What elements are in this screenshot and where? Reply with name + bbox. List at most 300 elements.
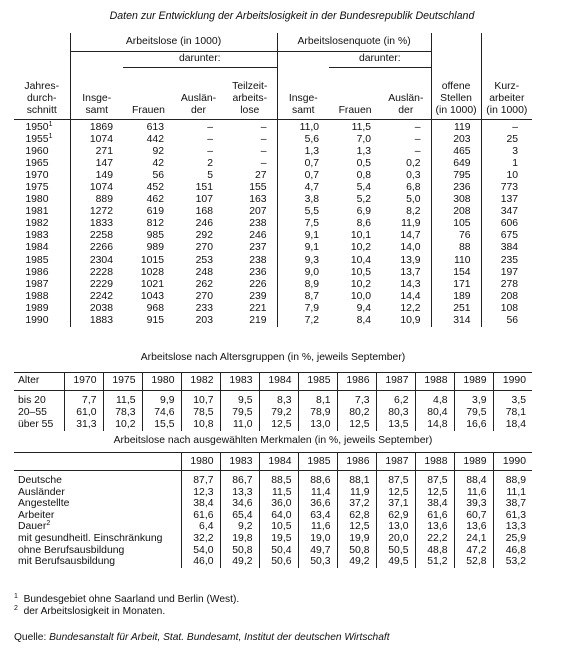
cell-ins: 1272 <box>70 206 123 218</box>
cell-tz: 238 <box>249 254 267 266</box>
table-row <box>14 218 532 230</box>
table-row <box>14 134 532 146</box>
cell-fr: 613 <box>146 121 164 133</box>
cell-qi: 0,7 <box>277 158 329 170</box>
cell-ka: 606 <box>481 218 532 230</box>
feature-value: 19,5 <box>259 533 298 545</box>
cell-tz: 226 <box>249 278 267 290</box>
cell-fr: 1015 <box>140 254 164 266</box>
feature-value: 86,7 <box>220 471 259 487</box>
cell-ins: 147 <box>70 158 123 170</box>
cell-tz: 238 <box>249 218 267 230</box>
feature-value: 25,9 <box>493 533 532 545</box>
age-value: 10,8 <box>181 419 220 431</box>
cell-au: – <box>207 121 213 133</box>
cell-os: 76 <box>431 230 481 242</box>
feature-row <box>14 498 532 510</box>
cell-tz: 27 <box>254 169 267 181</box>
feature-value: 11,4 <box>298 487 337 499</box>
feature-year-header: 1983 <box>220 453 259 471</box>
cell-qa: 0,3 <box>406 169 421 181</box>
feature-value: 46,0 <box>181 556 220 568</box>
feature-value: 47,2 <box>454 545 493 557</box>
cell-au: 5 <box>207 169 213 181</box>
year-cell: 1984 <box>25 242 49 254</box>
age-value: 79,5 <box>220 407 259 419</box>
age-value: 61,0 <box>64 407 103 419</box>
feature-value: 13,3 <box>493 521 532 533</box>
table-row <box>14 119 532 134</box>
table-row <box>14 146 532 158</box>
age-year-header: 1986 <box>337 373 376 391</box>
col-teilzeit: Teilzeit- arbeits- lose <box>232 81 268 116</box>
age-value: 3,9 <box>454 391 493 408</box>
cell-tz: – <box>260 157 267 169</box>
feature-value: 11,9 <box>337 487 376 499</box>
cell-qa: – <box>414 121 421 133</box>
feature-value: 11,6 <box>454 487 493 499</box>
feature-value: 50,4 <box>259 545 298 557</box>
feature-row-label: Arbeiter <box>18 509 55 521</box>
cell-ka: 137 <box>481 194 532 206</box>
darunter-label-2: darunter: <box>329 51 431 67</box>
age-value: 10,7 <box>181 391 220 408</box>
age-year-header: 1983 <box>220 373 259 391</box>
age-section-title: Arbeitslose nach Altersgruppen (in %, jeweils September) <box>140 352 406 363</box>
cell-fr: 989 <box>146 242 164 254</box>
cell-ka: 675 <box>481 230 532 242</box>
cell-qi: 7,5 <box>277 218 329 230</box>
feature-year-header: 1984 <box>259 453 298 471</box>
cell-fr: 985 <box>146 230 164 242</box>
age-year-header: 1989 <box>454 373 493 391</box>
footnote-2: $^2$ der Arbeitslosigkeit in Monaten. <box>14 605 166 617</box>
feature-value: 10,5 <box>259 521 298 533</box>
age-group-table <box>14 372 532 431</box>
feature-value: 38,7 <box>493 498 532 510</box>
feature-value: 38,4 <box>415 498 454 510</box>
table-row <box>14 158 532 170</box>
cell-tz: 221 <box>249 302 267 314</box>
feature-section-title: Arbeitslose nach ausgewählten Merkmalen (in %, jeweils September) <box>113 435 433 446</box>
cell-qa: 14,0 <box>400 242 421 254</box>
age-label-header: Alter <box>18 375 40 387</box>
year-cell: 1980 <box>25 194 49 206</box>
feature-value: 49,5 <box>376 556 415 568</box>
feature-row-label: ohne Berufsausbildung <box>18 544 125 556</box>
feature-label-header <box>14 453 181 471</box>
cell-qa: 13,7 <box>400 266 421 278</box>
cell-qf: 9,4 <box>356 302 372 314</box>
feature-value: 63,4 <box>298 510 337 522</box>
cell-qi: 5,5 <box>277 206 329 218</box>
year-cell: 1975 <box>25 181 49 193</box>
cell-qi: 4,7 <box>277 182 329 194</box>
age-row-label: bis 20 <box>18 395 46 406</box>
year-cell: 1985 <box>25 254 49 266</box>
year-cell: 1960 <box>25 145 49 157</box>
cell-fr: 1043 <box>140 290 164 302</box>
cell-os: 314 <box>431 315 481 327</box>
cell-os: 251 <box>431 303 481 315</box>
age-value: 7,7 <box>64 391 103 408</box>
cell-qf: 10,5 <box>350 266 372 278</box>
feature-row-label: mit gesundheitl. Einschränkung <box>18 532 163 544</box>
cell-ins: 2038 <box>70 303 123 315</box>
cell-ins: 1074 <box>70 182 123 194</box>
cell-au: – <box>207 133 213 145</box>
cell-qa: – <box>414 133 421 145</box>
cell-ka: 235 <box>481 255 532 267</box>
feature-value: 49,2 <box>220 556 259 568</box>
cell-os: 119 <box>431 119 481 134</box>
cell-au: 248 <box>195 266 213 278</box>
cell-ka: 56 <box>481 315 532 327</box>
cell-ins: 889 <box>70 194 123 206</box>
cell-ka: 108 <box>481 303 532 315</box>
age-value: 78,3 <box>103 407 142 419</box>
age-value: 12,5 <box>337 419 376 431</box>
feature-value: 9,2 <box>220 521 259 533</box>
table-row <box>14 194 532 206</box>
feature-value: 19,0 <box>298 533 337 545</box>
table-row <box>14 242 532 254</box>
cell-qi: 7,9 <box>277 303 329 315</box>
cell-qf: 1,3 <box>356 145 372 157</box>
feature-value: 88,5 <box>259 471 298 487</box>
feature-value: 50,8 <box>220 545 259 557</box>
cell-qi: 1,3 <box>277 146 329 158</box>
age-value: 78,1 <box>493 407 532 419</box>
year-cell: 1982 <box>25 218 49 230</box>
age-value: 15,5 <box>142 419 181 431</box>
cell-ins: 1833 <box>70 218 123 230</box>
cell-qi: 3,8 <box>277 194 329 206</box>
feature-year-header: 1985 <box>298 453 337 471</box>
table-row <box>14 303 532 315</box>
feature-value: 87,5 <box>415 471 454 487</box>
main-statistics-table <box>14 33 532 327</box>
feature-value: 13,6 <box>415 521 454 533</box>
table-row <box>14 255 532 267</box>
cell-fr: 1028 <box>140 266 164 278</box>
feature-value: 12,5 <box>337 521 376 533</box>
cell-os: 105 <box>431 218 481 230</box>
year-cell: 1988 <box>25 290 49 302</box>
cell-qf: 10,2 <box>350 278 372 290</box>
feature-value: 37,2 <box>337 498 376 510</box>
cell-os: 649 <box>431 158 481 170</box>
table-row <box>14 315 532 327</box>
cell-qa: 14,7 <box>400 230 421 242</box>
age-value: 79,5 <box>454 407 493 419</box>
feature-value: 62,9 <box>376 510 415 522</box>
age-value: 78,9 <box>298 407 337 419</box>
cell-os: 189 <box>431 291 481 303</box>
age-value: 11,5 <box>103 391 142 408</box>
table-row <box>14 291 532 303</box>
feature-value: 49,7 <box>298 545 337 557</box>
feature-value: 13,3 <box>220 487 259 499</box>
cell-qi: 11,0 <box>277 119 329 134</box>
cell-au: 262 <box>195 278 213 290</box>
feature-value: 60,7 <box>454 510 493 522</box>
feature-year-header: 1986 <box>337 453 376 471</box>
feature-value: 20,0 <box>376 533 415 545</box>
cell-os: 154 <box>431 267 481 279</box>
cell-qa: 12,2 <box>400 302 421 314</box>
cell-au: 168 <box>195 206 213 218</box>
feature-year-header: 1989 <box>454 453 493 471</box>
cell-ka: – <box>481 119 532 134</box>
cell-au: 253 <box>195 254 213 266</box>
cell-ins: 1074 <box>70 134 123 146</box>
age-value: 7,3 <box>337 391 376 408</box>
feature-value: 50,8 <box>337 545 376 557</box>
age-year-header: 1990 <box>493 373 532 391</box>
feature-value: 61,3 <box>493 510 532 522</box>
cell-qa: 8,2 <box>406 206 421 218</box>
feature-year-header: 1988 <box>415 453 454 471</box>
cell-au: 270 <box>195 242 213 254</box>
table-row <box>14 267 532 279</box>
source-line: Quelle: Bundesanstalt für Arbeit, Stat. Bundesamt, Institut der deutschen Wirtschaft <box>14 632 390 643</box>
feature-value: 87,7 <box>181 471 220 487</box>
cell-tz: 163 <box>249 194 267 206</box>
cell-os: 88 <box>431 242 481 254</box>
cell-qi: 8,7 <box>277 291 329 303</box>
age-value: 14,8 <box>415 419 454 431</box>
cell-fr: 968 <box>146 302 164 314</box>
cell-ka: 384 <box>481 242 532 254</box>
feature-row <box>14 487 532 499</box>
feature-value: 50,3 <box>298 556 337 568</box>
age-year-header: 1984 <box>259 373 298 391</box>
cell-qi: 8,9 <box>277 279 329 291</box>
rate-group-header: Arbeitslosenquote (in %) <box>277 33 431 51</box>
feature-value: 36,6 <box>298 498 337 510</box>
feature-value: 12,5 <box>376 487 415 499</box>
cell-au: 233 <box>195 302 213 314</box>
cell-ins: 2228 <box>70 267 123 279</box>
year-cell: 1955$^1$ <box>25 132 53 145</box>
cell-ins: 1883 <box>70 315 123 327</box>
age-value: 31,3 <box>64 419 103 431</box>
cell-fr: 619 <box>146 206 164 218</box>
footnote-1: $^1$ Bundesgebiet ohne Saarland und Berlin (West). <box>14 593 240 605</box>
feature-value: 50,6 <box>259 556 298 568</box>
age-row <box>14 419 532 431</box>
feature-value: 19,8 <box>220 533 259 545</box>
cell-tz: 236 <box>249 266 267 278</box>
year-cell: 1989 <box>25 302 49 314</box>
feature-row <box>14 521 532 533</box>
cell-os: 208 <box>431 206 481 218</box>
cell-qf: 6,9 <box>356 206 372 218</box>
col-frauen: Frauen <box>132 104 165 116</box>
cell-ins: 149 <box>70 170 123 182</box>
feature-value: 46,8 <box>493 545 532 557</box>
feature-value: 11,5 <box>259 487 298 499</box>
cell-qf: 10,1 <box>350 230 372 242</box>
feature-value: 88,6 <box>298 471 337 487</box>
cell-os: 203 <box>431 134 481 146</box>
cell-ins: 2304 <box>70 255 123 267</box>
cell-ka: 197 <box>481 267 532 279</box>
cell-tz: 155 <box>249 181 267 193</box>
feature-row <box>14 533 532 545</box>
cell-ka: 278 <box>481 279 532 291</box>
cell-qi: 9,1 <box>277 242 329 254</box>
feature-row-label: mit Berufsausbildung <box>18 556 116 568</box>
feature-row-label: Ausländer <box>18 486 65 498</box>
feature-row-label: Deutsche <box>18 475 62 486</box>
cell-fr: 42 <box>152 157 164 169</box>
age-row <box>14 407 532 419</box>
cell-ins: 1869 <box>70 119 123 134</box>
feature-value: 61,6 <box>415 510 454 522</box>
age-value: 4,8 <box>415 391 454 408</box>
feature-value: 6,4 <box>181 521 220 533</box>
feature-value: 51,2 <box>415 556 454 568</box>
cell-tz: – <box>260 133 267 145</box>
cell-qa: 14,3 <box>400 278 421 290</box>
cell-ins: 2258 <box>70 230 123 242</box>
age-row-label: 20–55 <box>18 407 47 419</box>
age-value: 18,4 <box>493 419 532 431</box>
age-value: 16,6 <box>454 419 493 431</box>
age-value: 6,2 <box>376 391 415 408</box>
cell-tz: 239 <box>249 290 267 302</box>
cell-os: 795 <box>431 170 481 182</box>
feature-year-header: 1990 <box>493 453 532 471</box>
year-column-header: Jahres- durch- schnitt <box>24 81 60 116</box>
unemployed-group-header: Arbeitslose (in 1000) <box>70 33 277 51</box>
col-quote-frauen: Frauen <box>338 104 372 116</box>
feature-value: 13,6 <box>454 521 493 533</box>
cell-qf: 0,8 <box>356 169 372 181</box>
feature-value: 32,2 <box>181 533 220 545</box>
col-quote-auslaender: Auslän- der <box>388 92 424 116</box>
year-cell: 1965 <box>25 157 49 169</box>
age-value: 13,0 <box>298 419 337 431</box>
cell-au: 246 <box>195 218 213 230</box>
cell-qf: 8,4 <box>356 315 372 326</box>
cell-qi: 9,0 <box>277 267 329 279</box>
feature-row <box>14 545 532 557</box>
feature-value: 52,8 <box>454 556 493 568</box>
document-title: Daten zur Entwicklung der Arbeitslosigkeit in der Bundesrepublik Deutschland <box>109 10 475 22</box>
cell-os: 110 <box>431 255 481 267</box>
cell-ins: 2229 <box>70 279 123 291</box>
feature-value: 24,1 <box>454 533 493 545</box>
cell-tz: 246 <box>249 230 267 242</box>
year-cell: 1987 <box>25 278 49 290</box>
feature-year-header: 1987 <box>376 453 415 471</box>
feature-value: 88,1 <box>337 471 376 487</box>
age-value: 12,5 <box>259 419 298 431</box>
table-row <box>14 279 532 291</box>
cell-qf: 0,5 <box>356 157 372 169</box>
footnotes <box>14 594 239 618</box>
table-row <box>14 182 532 194</box>
cell-tz: 237 <box>249 242 267 254</box>
feature-row <box>14 471 532 487</box>
cell-au: 2 <box>207 157 213 169</box>
cell-ka: 347 <box>481 206 532 218</box>
age-value: 9,5 <box>220 391 259 408</box>
cell-qa: 6,8 <box>406 181 421 193</box>
feature-row-label: Dauer$^2$ <box>18 520 51 533</box>
short-time-workers-header: Kurz- arbeiter (in 1000) <box>481 33 532 119</box>
cell-qf: 5,2 <box>356 194 372 206</box>
col-auslaender: Auslän- der <box>180 92 217 116</box>
year-cell: 1981 <box>25 206 49 218</box>
cell-ins: 271 <box>70 146 123 158</box>
feature-value: 54,0 <box>181 545 220 557</box>
cell-ins: 2266 <box>70 242 123 254</box>
cell-ka: 3 <box>481 146 532 158</box>
cell-qi: 5,6 <box>277 134 329 146</box>
age-year-header: 1975 <box>103 373 142 391</box>
darunter-label-1: darunter: <box>123 51 277 67</box>
cell-fr: 92 <box>152 145 164 157</box>
cell-qf: 8,6 <box>356 218 372 230</box>
feature-value: 87,5 <box>376 471 415 487</box>
feature-row <box>14 556 532 568</box>
cell-qf: 10,2 <box>350 242 372 254</box>
cell-qa: 14,4 <box>400 290 421 302</box>
cell-qa: 10,9 <box>400 315 421 326</box>
cell-au: – <box>207 145 213 157</box>
cell-au: 270 <box>195 290 213 302</box>
feature-value: 64,0 <box>259 510 298 522</box>
cell-qi: 9,1 <box>277 230 329 242</box>
age-year-header: 1985 <box>298 373 337 391</box>
feature-value: 53,2 <box>493 556 532 568</box>
feature-value: 11,1 <box>493 487 532 499</box>
cell-au: 203 <box>195 315 213 326</box>
feature-value: 88,9 <box>493 471 532 487</box>
table-row <box>14 206 532 218</box>
cell-qf: 10,0 <box>350 290 372 302</box>
cell-tz: – <box>260 145 267 157</box>
cell-au: 292 <box>195 230 213 242</box>
cell-tz: 219 <box>249 315 267 326</box>
feature-row <box>14 510 532 522</box>
cell-qa: 0,2 <box>406 157 421 169</box>
cell-qi: 9,3 <box>277 255 329 267</box>
feature-row-label: Angestellte <box>18 498 70 510</box>
cell-qi: 7,2 <box>277 315 329 327</box>
cell-qa: 5,0 <box>406 194 421 206</box>
age-value: 78,5 <box>181 407 220 419</box>
year-cell: 1986 <box>25 266 49 278</box>
age-year-header: 1980 <box>142 373 181 391</box>
cell-tz: – <box>260 121 267 133</box>
age-value: 10,2 <box>103 419 142 431</box>
cell-fr: 442 <box>146 133 164 145</box>
feature-table <box>14 452 532 568</box>
age-value: 74,6 <box>142 407 181 419</box>
feature-value: 61,6 <box>181 510 220 522</box>
feature-value: 34,6 <box>220 498 259 510</box>
cell-fr: 56 <box>152 169 164 181</box>
feature-value: 37,1 <box>376 498 415 510</box>
cell-os: 465 <box>431 146 481 158</box>
cell-fr: 812 <box>146 218 164 230</box>
table-row <box>14 230 532 242</box>
